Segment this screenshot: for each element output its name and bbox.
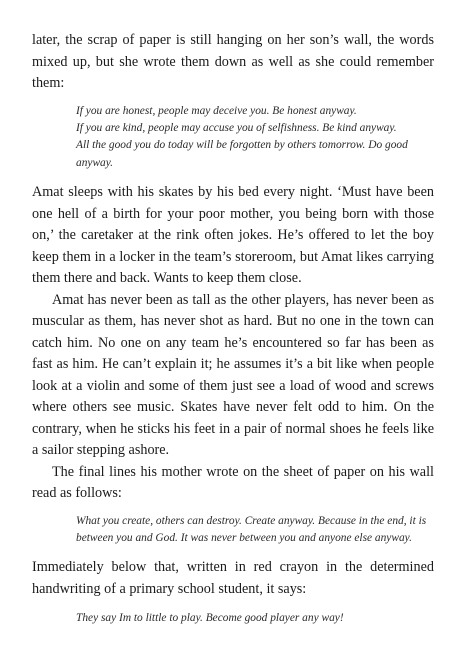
block-quote-second [76, 513, 434, 548]
quote-text: They say Im to little to play. Become good player any way! [76, 612, 344, 625]
block-quote-crayon [76, 610, 434, 627]
block-quote-first [76, 103, 434, 173]
quote-line: All the good you do today will be forgotten by others tomorrow. Do good anyway. [76, 139, 408, 169]
paragraph-crayon: Immediately below that, written in red crayon in the determined handwriting of a primary school student, it says: [32, 559, 434, 597]
paragraph-skates: Amat sleeps with his skates by his bed every night. ‘Must have been one hell of a birth for your poor mother, you being born with those on,’ the caretaker at the rink often jokes. He’s offered to let the boy keep them in a locker in the team’s storeroom, but Amat likes carrying them there and back. Wants to keep them close. [32, 184, 434, 287]
quote-line: If you are kind, people may accuse you of selfishness. Be kind anyway. [76, 121, 397, 134]
paragraph-continuation: later, the scrap of paper is still hanging on her son’s wall, the words mixed up, but she wrote them down as well as she could remember them: [32, 32, 434, 91]
quote-text: What you create, others can destroy. Create anyway. Because in the end, it is between you and God. It was never between you and anyone else anyway. [76, 514, 427, 545]
paragraph-speed: Amat has never been as tall as the other players, has never been as muscular as them, has never shot as hard. But no one in the town can catch him. No one on any team he’s encountered so far has been as fast as him. He can’t explain it; he assumes it’s a bit like when people look at a violin and some of them just see a load of wood and screws where others see music. Skates have never felt odd to him. On the contrary, when he sticks his feet in a pair of normal shoes he feels like a sailor stepping ashore. [32, 291, 434, 459]
paragraph-final-lines: The final lines his mother wrote on the sheet of paper on his wall read as follows: [32, 463, 434, 502]
quote-line: If you are honest, people may deceive you. Be honest anyway. [76, 104, 357, 117]
